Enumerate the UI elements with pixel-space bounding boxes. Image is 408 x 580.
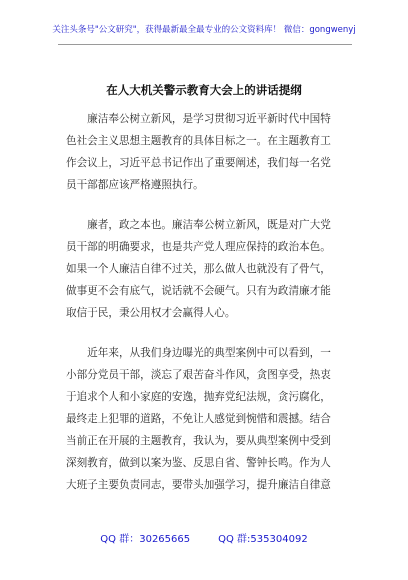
paragraph-line: 近年来，从我们身边曝光的典型案例中可以看到，一 [66,347,331,359]
paragraph-line: 于追求个人和小家庭的安逸，抛弃党纪法规，贪污腐化， [66,391,331,403]
paragraph-3 [66,342,348,496]
paragraph-line: 深刻教育，做到以案为鉴、反思自省、警钟长鸣。作为人 [66,457,331,469]
paragraph-line: 廉者，政之本也。廉洁奉公树立新风，既是对广大党 [66,219,331,231]
paragraph-line: 当前正在开展的主题教育，我认为，要从典型案例中受到 [66,435,331,447]
paragraph-line: 取信于民，秉公用权才会赢得人心。 [66,307,236,319]
paragraph-line: 小部分党员干部，淡忘了艰苦奋斗作风，贪图享受，热衷 [66,369,331,381]
paragraph-line: 做事更不会有底气，说话就不会硬气。只有为政清廉才能 [66,285,331,297]
footer-qq-groups [0,533,408,547]
paragraph-line: 作会议上，习近平总书记作出了重要阐述，我们每一名党 [66,157,331,169]
document-title: 在人大机关警示教育大会上的讲话提纲 [106,83,302,97]
header-banner: 关注头条号"公文研究"，获得最新最全最专业的公文资料库！ 微信：gongwenyj [52,25,356,35]
paragraph-line: 大班子主要负责同志，要带头加强学习，提升廉洁自律意 [66,479,331,491]
paragraph-line: 廉洁奉公树立新风，是学习贯彻习近平新时代中国特 [66,113,331,125]
paragraph-line: 员干部都应该严格遵照执行。 [66,179,204,191]
paragraph-line: 如果一个人廉洁自律不过关，那么做人也就没有了骨气， [66,263,331,275]
paragraph-2 [66,214,348,324]
footer-qq-group-2: QQ 群:535304092 [218,534,308,545]
header-divider [58,44,352,45]
paragraph-1 [66,108,348,196]
paragraph-line: 员干部的明确要求，也是共产党人理应保持的政治本色。 [66,241,331,253]
footer-qq-group-1: QQ 群：30265665 [100,534,191,545]
paragraph-line: 色社会主义思想主题教育的具体目标之一。在主题教育工 [66,135,331,147]
paragraph-line: 最终走上犯罪的道路，不免让人感觉到惋惜和震撼。结合 [66,413,331,425]
